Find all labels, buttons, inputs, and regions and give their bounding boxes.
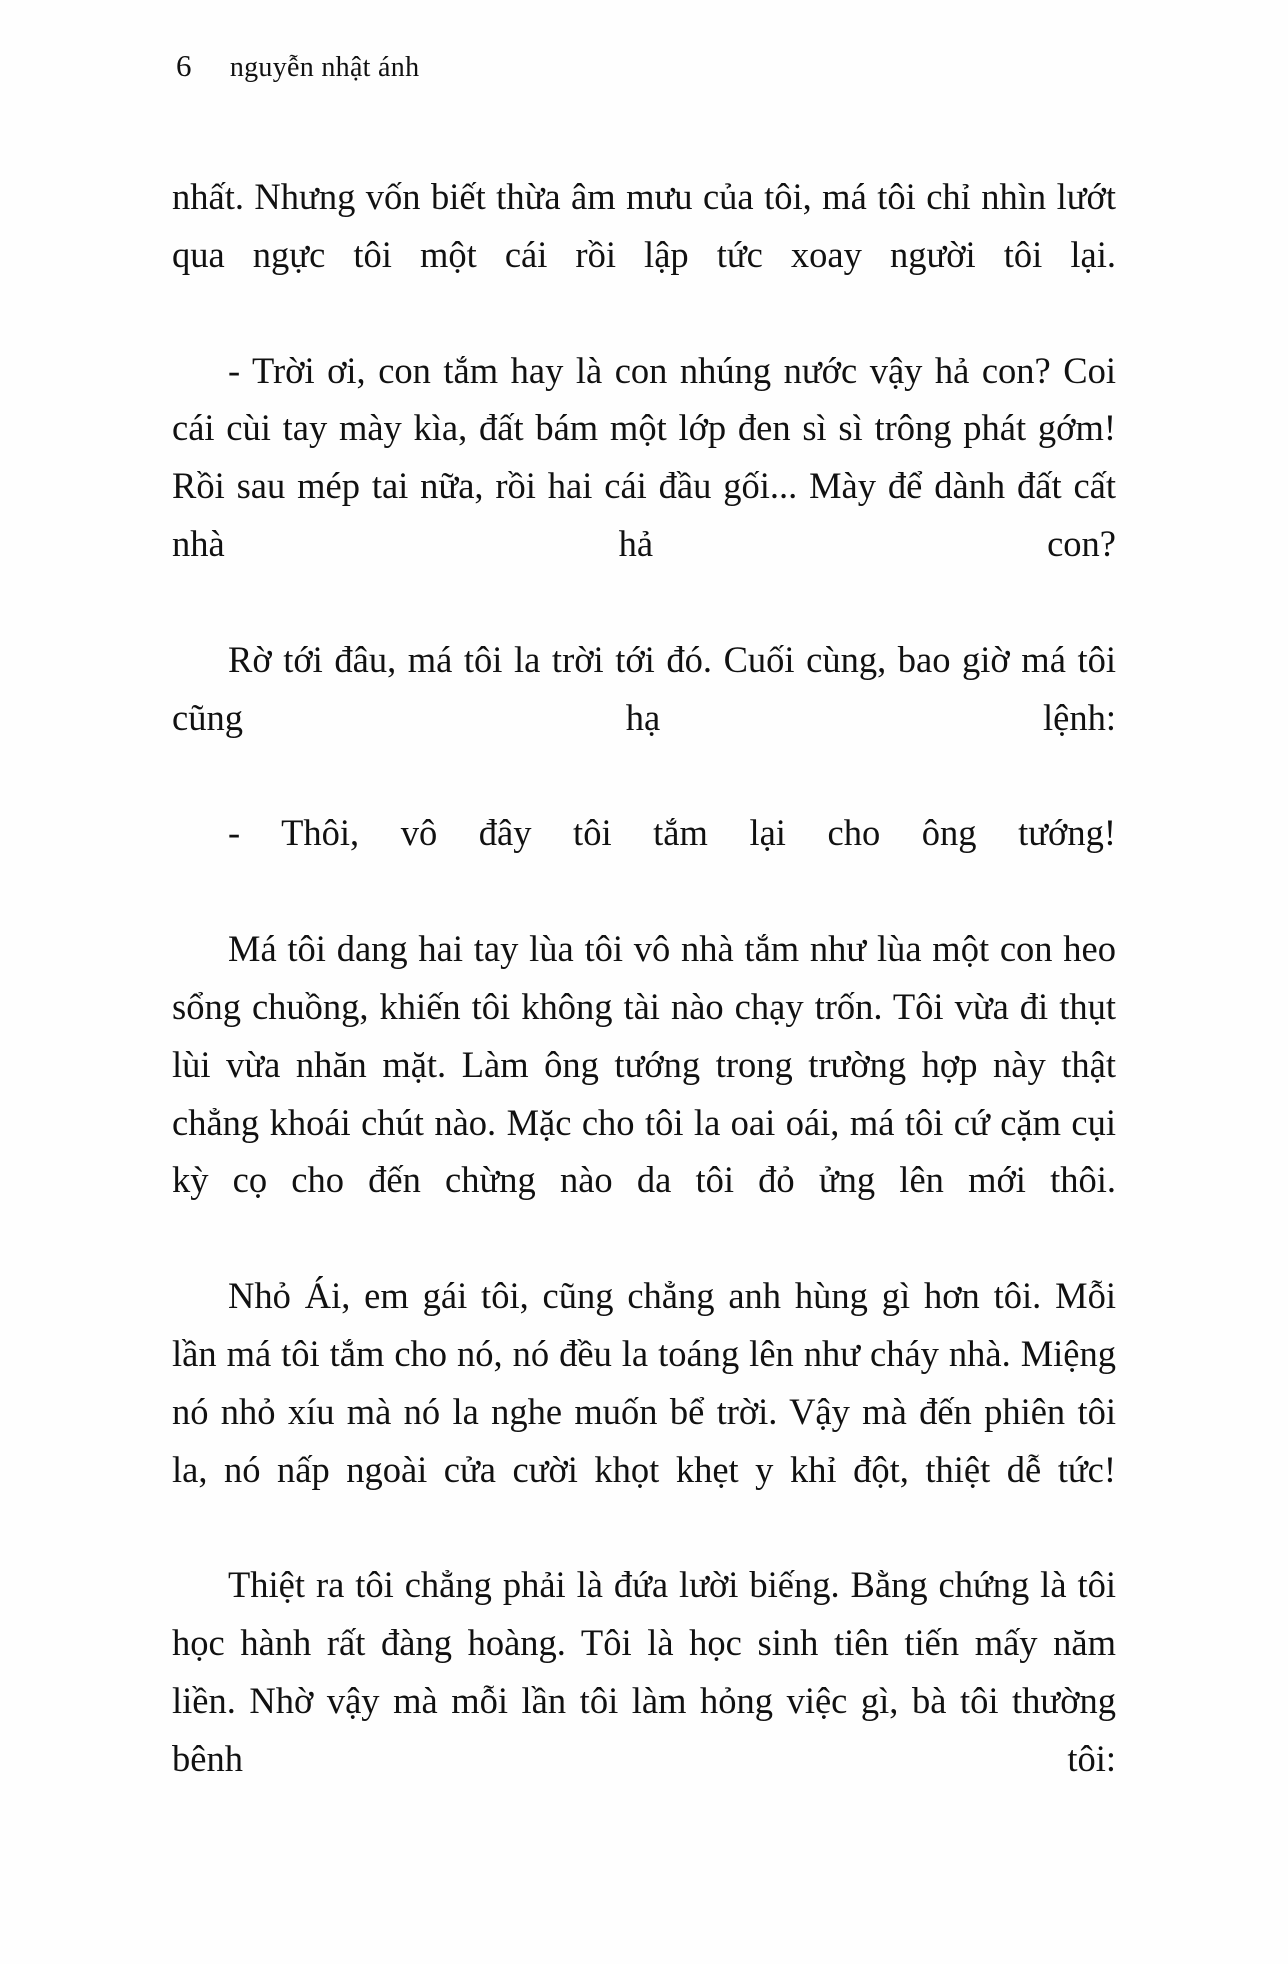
paragraph: Rờ tới đâu, má tôi la trời tới đó. Cuối cùng, bao giờ má tôi cũng hạ lệnh: xyxy=(172,638,1116,738)
paragraph: Má tôi dang hai tay lùa tôi vô nhà tắm như lùa một con heo sổng chuồng, khiến tôi không tài nào chạy trốn. Tôi vừa đi thụt lùi vừa nhăn mặt. Làm ông tướng trong trường hợp này thật chẳng khoái chút nào. Mặc cho tôi la oai oái, má tôi cứ cặm cụi kỳ cọ cho đến chừng nào da tôi đỏ ửng lên mới thôi. xyxy=(172,927,1116,1201)
page-number: 6 xyxy=(176,48,192,83)
paragraph: Nhỏ Ái, em gái tôi, cũng chẳng anh hùng gì hơn tôi. Mỗi lần má tôi tắm cho nó, nó đều la toáng lên như cháy nhà. Miệng nó nhỏ xíu mà nó la nghe muốn bể trời. Vậy mà đến phiên tôi la, nó nấp ngoài cửa cười khọt khẹt y khỉ đột, thiệt dễ tức! xyxy=(172,1275,1116,1490)
page-header xyxy=(176,48,419,84)
paragraph: - Thôi, vô đây tôi tắm lại cho ông tướng! xyxy=(228,812,1116,854)
running-title: nguyễn nhật ánh xyxy=(229,52,420,83)
paragraph: nhất. Nhưng vốn biết thừa âm mưu của tôi, má tôi chỉ nhìn lướt qua ngực tôi một cái rồi lập tức xoay người tôi lại. xyxy=(172,176,1116,275)
paragraph: Thiệt ra tôi chẳng phải là đứa lười biếng. Bằng chứng là tôi học hành rất đàng hoàng. Tôi là học sinh tiên tiến mấy năm liền. Nhờ vậy mà mỗi lần tôi làm hỏng việc gì, bà tôi thường bênh tôi: xyxy=(172,1564,1116,1779)
paragraph: - Trời ơi, con tắm hay là con nhúng nước vậy hả con? Coi cái cùi tay mày kìa, đất bám một lớp đen sì sì trông phát gớm! Rồi sau mép tai nữa, rồi hai cái đầu gối... Mày để dành đất cất nhà hả con? xyxy=(172,349,1116,565)
page-body xyxy=(172,168,1116,1845)
